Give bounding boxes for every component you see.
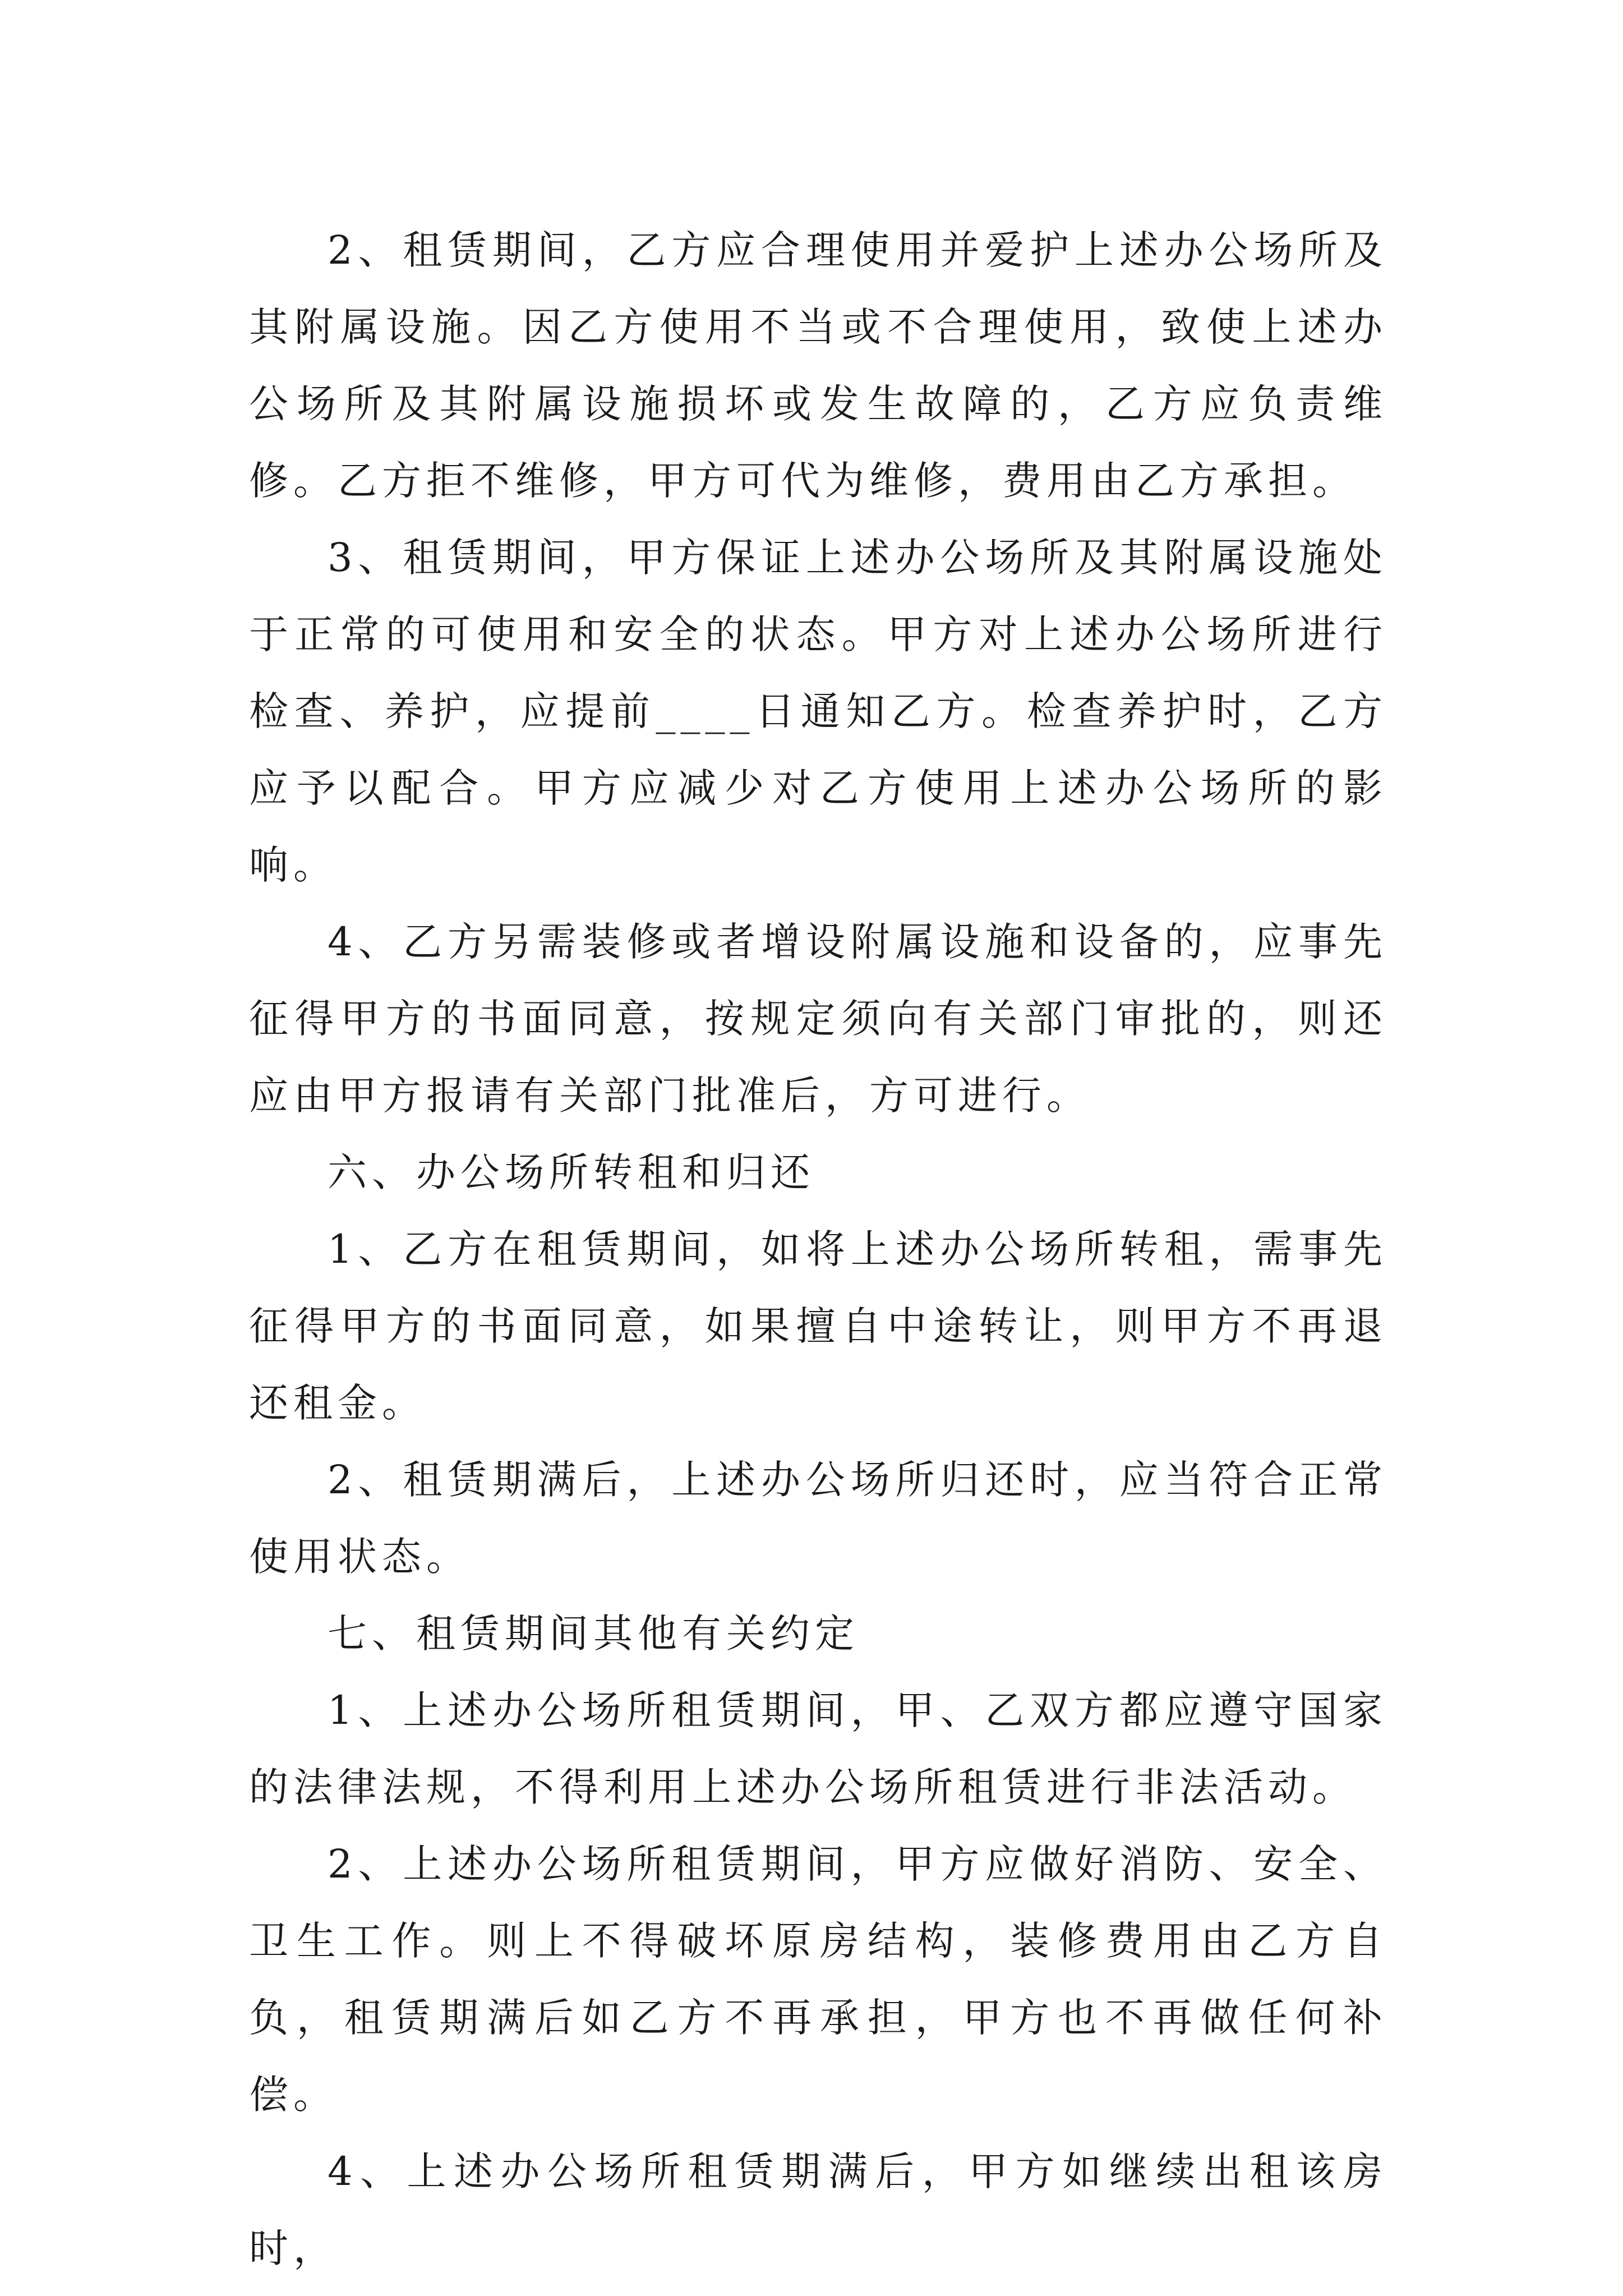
paragraph-clause-5-3: 3、租赁期间，甲方保证上述办公场所及其附属设施处于正常的可使用和安全的状态。甲方对上述办公场所进行检查、养护，应提前____日通知乙方。检查养护时，乙方应予以配合。甲方应减少对乙方使用上述办公场所的影响。	[249, 535, 1387, 888]
document-body	[249, 212, 1387, 2287]
section-heading-6: 六、办公场所转租和归还	[328, 1149, 815, 1195]
paragraph-clause-5-2: 2、租赁期间，乙方应合理使用并爱护上述办公场所及其附属设施。因乙方使用不当或不合理使用，致使上述办公场所及其附属设施损坏或发生故障的，乙方应负责维修。乙方拒不维修，甲方可代为维修，费用由乙方承担。	[249, 227, 1387, 504]
paragraph-clause-5-4: 4、乙方另需装修或者增设附属设施和设备的，应事先征得甲方的书面同意，按规定须向有关部门审批的，则还应由甲方报请有关部门批准后，方可进行。	[249, 919, 1387, 1119]
section-heading-7: 七、租赁期间其他有关约定	[328, 1611, 859, 1657]
paragraph-clause-6-2: 2、租赁期满后，上述办公场所归还时，应当符合正常使用状态。	[249, 1457, 1387, 1580]
paragraph-clause-7-4: 4、上述办公场所租赁期满后，甲方如继续出租该房时，	[249, 2148, 1387, 2271]
paragraph-clause-7-1: 1、上述办公场所租赁期间，甲、乙双方都应遵守国家的法律法规，不得利用上述办公场所租赁进行非法活动。	[249, 1687, 1387, 1810]
paragraph-clause-7-2: 2、上述办公场所租赁期间，甲方应做好消防、安全、卫生工作。则上不得破坏原房结构，装修费用由乙方自负，租赁期满后如乙方不再承担，甲方也不再做任何补偿。	[249, 1841, 1387, 2118]
paragraph-clause-6-1: 1、乙方在租赁期间，如将上述办公场所转租，需事先征得甲方的书面同意，如果擅自中途转让，则甲方不再退还租金。	[249, 1226, 1387, 1426]
